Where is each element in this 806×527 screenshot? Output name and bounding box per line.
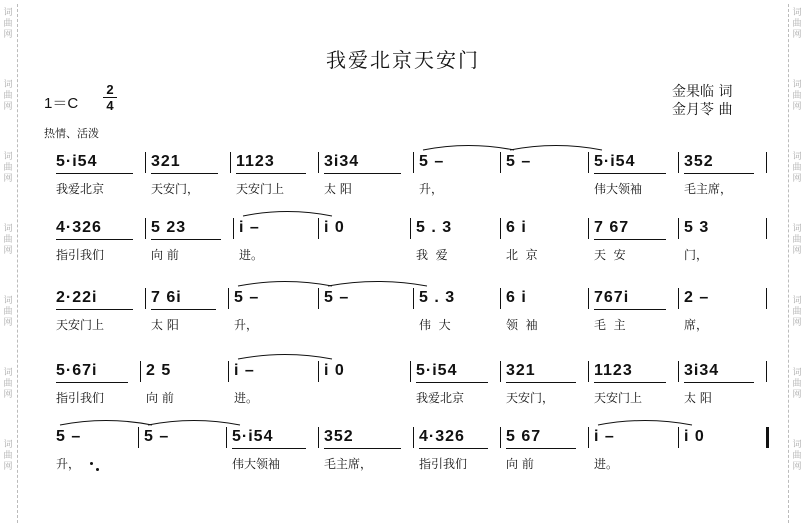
lyric-text: 我爱北京 <box>56 182 105 196</box>
tie-arc <box>148 421 240 426</box>
measure-notes: 5 23 <box>151 219 187 236</box>
measure-notes: 2 – <box>684 289 710 306</box>
tie-arc <box>238 355 332 360</box>
measure-notes: 4·326 <box>419 428 465 445</box>
watermark-text: 词 曲 网 <box>792 80 802 112</box>
watermark-text: 词 曲 网 <box>3 152 13 184</box>
measure-notes: 6 i <box>506 289 527 306</box>
lyric-text: 天安门， <box>506 391 555 405</box>
tempo-marking: 热情、活泼 <box>44 127 99 140</box>
watermark-text: 词 曲 网 <box>3 80 13 112</box>
lyric-text: 升， <box>56 457 81 471</box>
watermark-text: 词 曲 网 <box>3 440 13 472</box>
tie-arc <box>328 282 427 287</box>
measure-notes: i – <box>239 219 260 236</box>
watermark-text: 词 曲 网 <box>3 8 13 40</box>
measure-notes: 2·22i <box>56 289 98 306</box>
lyric-text: 向 前 <box>506 457 534 471</box>
measure-notes: 5 . 3 <box>416 219 453 236</box>
lyric-text: 太 阳 <box>324 182 352 196</box>
tie-arc <box>243 212 332 217</box>
lyric-text: 席， <box>684 318 709 332</box>
tie-arc <box>598 421 692 426</box>
watermark-text: 词 曲 网 <box>792 224 802 256</box>
lyric-text: 我 爱 <box>416 248 448 262</box>
measure-notes: 5·67i <box>56 362 98 379</box>
lyric-text: 伟大领袖 <box>232 457 281 471</box>
lyric-text: 指引我们 <box>419 457 468 471</box>
lyric-text: 进。 <box>594 457 619 471</box>
measure-notes: 5 – <box>234 289 260 306</box>
measure-notes: 7 67 <box>594 219 630 236</box>
lyric-text: 向 前 <box>146 391 174 405</box>
lyric-text: 伟 大 <box>419 318 451 332</box>
measure-notes: 5 – <box>506 153 532 170</box>
lyric-text: 天安门上 <box>236 182 285 196</box>
lyric-text: 北 京 <box>506 248 538 262</box>
measure-notes: i 0 <box>684 428 705 445</box>
watermark-text: 词 曲 网 <box>792 368 802 400</box>
lyric-text: 升， <box>234 318 259 332</box>
measure-notes: i 0 <box>324 362 345 379</box>
watermark-text: 词 曲 网 <box>3 296 13 328</box>
lyric-text: 我爱北京 <box>416 391 465 405</box>
lyric-text: 伟大领袖 <box>594 182 643 196</box>
lyric-text: 天 安 <box>594 248 626 262</box>
lyricist-credit: 金果临 词 <box>672 84 733 100</box>
watermark-text: 词 曲 网 <box>3 224 13 256</box>
measure-notes: 3i34 <box>324 153 360 170</box>
lyric-text: 向 前 <box>151 248 179 262</box>
watermark-text: 词 曲 网 <box>792 8 802 40</box>
lyric-text: 升， <box>419 182 444 196</box>
lyric-text: 指引我们 <box>56 248 105 262</box>
measure-notes: 5·i54 <box>56 153 98 170</box>
measure-notes: 4·326 <box>56 219 102 236</box>
tie-arc <box>423 146 514 151</box>
tie-arc <box>60 421 152 426</box>
tie-arc <box>238 282 332 287</box>
key-signature: 1＝C <box>44 95 79 112</box>
time-signature-bottom: 4 <box>103 97 117 113</box>
lyric-text: 指引我们 <box>56 391 105 405</box>
measure-notes: 5·i54 <box>594 153 636 170</box>
time-signature-top: 2 <box>106 82 114 97</box>
measure-notes: i 0 <box>324 219 345 236</box>
lyric-text: 毛主席， <box>684 182 733 196</box>
lyric-text: 太 阳 <box>151 318 179 332</box>
measure-notes: 5·i54 <box>416 362 458 379</box>
measure-notes: 5·i54 <box>232 428 274 445</box>
measure-notes: 7 6i <box>151 289 182 306</box>
measure-notes: 3i34 <box>684 362 720 379</box>
watermark-text: 词 曲 网 <box>3 368 13 400</box>
lyric-text: 进。 <box>234 391 259 405</box>
lyric-text: 太 阳 <box>684 391 712 405</box>
watermark-text: 词 曲 网 <box>792 152 802 184</box>
measure-notes: 1123 <box>594 362 633 379</box>
lyric-text: 天安门上 <box>56 318 105 332</box>
measure-notes: 5 . 3 <box>419 289 456 306</box>
measure-notes: 352 <box>684 153 714 170</box>
song-title: 我爱北京天安门 <box>326 48 480 72</box>
lyric-text: 门， <box>684 248 709 262</box>
measure-notes: 1123 <box>236 153 275 170</box>
lyric-text: 天安门， <box>151 182 200 196</box>
measure-notes: 352 <box>324 428 354 445</box>
measure-notes: i – <box>234 362 255 379</box>
measure-notes: 2 5 <box>146 362 172 379</box>
lyric-text: 毛主席， <box>324 457 373 471</box>
measure-notes: 767i <box>594 289 630 306</box>
measure-notes: 5 67 <box>506 428 542 445</box>
composer-credit: 金月苓 曲 <box>672 102 733 118</box>
measure-notes: 5 – <box>144 428 170 445</box>
lyric-text: 天安门上 <box>594 391 643 405</box>
measure-notes: 321 <box>506 362 536 379</box>
measure-notes: 6 i <box>506 219 527 236</box>
lyric-text: 领 袖 <box>506 318 538 332</box>
measure-notes: 321 <box>151 153 181 170</box>
measure-notes: i – <box>594 428 615 445</box>
tie-arc <box>510 146 602 151</box>
lyric-text: 进。 <box>239 248 264 262</box>
watermark-text: 词 曲 网 <box>792 440 802 472</box>
measure-notes: 5 3 <box>684 219 710 236</box>
lyric-text: 毛 主 <box>594 318 626 332</box>
watermark-text: 词 曲 网 <box>792 296 802 328</box>
measure-notes: 5 – <box>56 428 82 445</box>
measure-notes: 5 – <box>324 289 350 306</box>
measure-notes: 5 – <box>419 153 445 170</box>
